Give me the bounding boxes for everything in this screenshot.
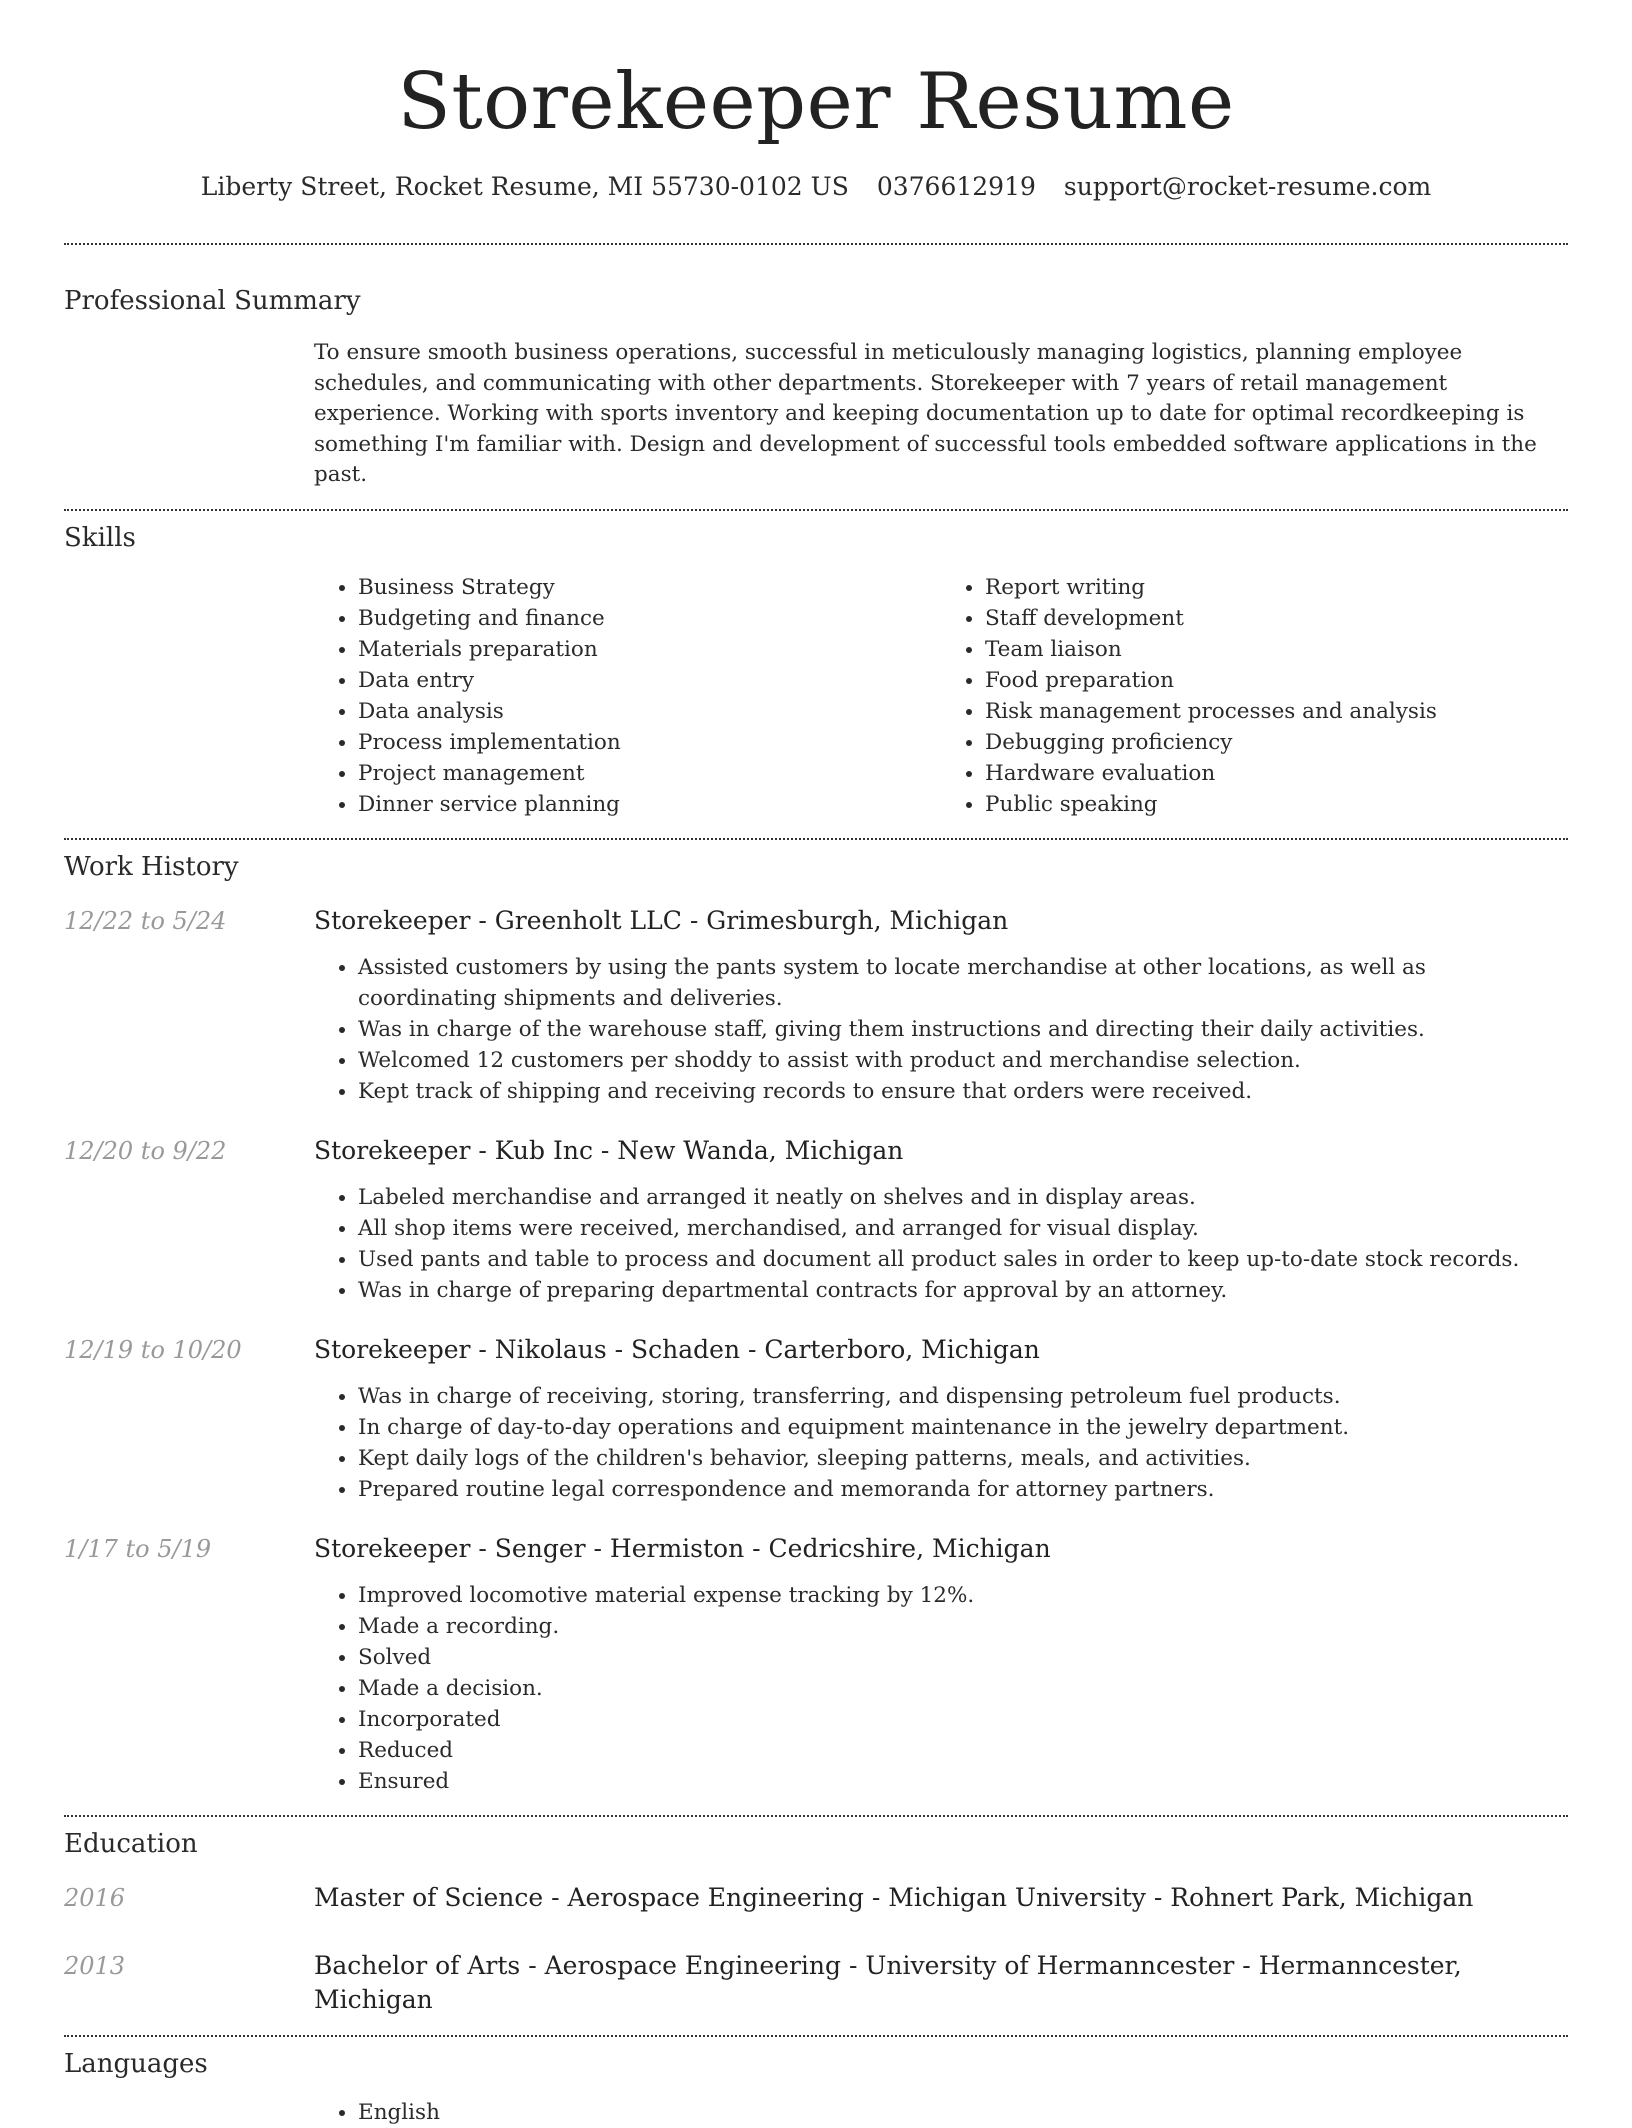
list-item: • Was in charge of the warehouse staff, giving them instructions and directing their daily activities.: [358, 1014, 1568, 1045]
job-bullets: [314, 1381, 1568, 1505]
section-divider: [64, 838, 1568, 840]
education-date: 2013: [64, 1951, 126, 1980]
page-title: Storekeeper Resume: [397, 57, 1235, 147]
job-bullets: [314, 1580, 1568, 1797]
list-item: • Data analysis: [358, 696, 941, 727]
job-title: Storekeeper - Greenholt LLC - Grimesburgh, Michigan: [314, 905, 1009, 935]
job-date: 1/17 to 5/19: [64, 1534, 212, 1563]
list-item: • Debugging proficiency: [985, 727, 1568, 758]
languages-heading: Languages: [64, 2048, 208, 2079]
list-item: • Was in charge of preparing departmental contracts for approval by an attorney.: [358, 1275, 1568, 1306]
list-item: • Process implementation: [358, 727, 941, 758]
list-item: • Prepared routine legal correspondence and memoranda for attorney partners.: [358, 1474, 1568, 1505]
skills-column-left: [314, 572, 941, 820]
job-entry: [64, 904, 1568, 1107]
list-item: • Business Strategy: [358, 572, 941, 603]
skills-column-right: [941, 572, 1568, 820]
education-entry: [64, 1949, 1568, 2017]
list-item: • Kept track of shipping and receiving records to ensure that orders were received.: [358, 1076, 1568, 1107]
list-item: • Ensured: [358, 1766, 1568, 1797]
list-item: • Was in charge of receiving, storing, transferring, and dispensing petroleum fuel products.: [358, 1381, 1568, 1412]
contact-phone: 0376612919: [876, 172, 1036, 201]
list-item: • Used pants and table to process and document all product sales in order to keep up-to-date stock records.: [358, 1244, 1568, 1275]
job-entry: [64, 1134, 1568, 1306]
list-item: • Improved locomotive material expense tracking by 12%.: [358, 1580, 1568, 1611]
job-date: 12/22 to 5/24: [64, 906, 227, 935]
job-date: 12/19 to 10/20: [64, 1335, 242, 1364]
list-item: • Team liaison: [985, 634, 1568, 665]
job-date: 12/20 to 9/22: [64, 1136, 227, 1165]
job-bullets: [314, 1182, 1568, 1306]
education-title: Master of Science - Aerospace Engineering - Michigan University - Rohnert Park, Michigan: [314, 1882, 1474, 1912]
job-title: Storekeeper - Nikolaus - Schaden - Carterboro, Michigan: [314, 1334, 1040, 1364]
list-item: • Kept daily logs of the children's behavior, sleeping patterns, meals, and activities.: [358, 1443, 1568, 1474]
list-item: • Materials preparation: [358, 634, 941, 665]
contact-email: support@rocket-resume.com: [1063, 172, 1432, 201]
list-item: • Project management: [358, 758, 941, 789]
summary-heading: Professional Summary: [64, 286, 361, 316]
list-item: • Labeled merchandise and arranged it neatly on shelves and in display areas.: [358, 1182, 1568, 1213]
list-item: • Budgeting and finance: [358, 603, 941, 634]
list-item: • All shop items were received, merchandised, and arranged for visual display.: [358, 1213, 1568, 1244]
summary-text: To ensure smooth business operations, successful in meticulously managing logistics, planning employee schedules, and communicating with other departments. Storekeeper with 7 years of retail management experience. Working with sports inventory and keeping documentation up to date for optimal recordkeeping is something I'm familiar with. Design and development of successful tools embedded software applications in the past.: [314, 340, 1537, 487]
job-entry: [64, 1333, 1568, 1505]
education-title: Bachelor of Arts - Aerospace Engineering - University of Hermanncester - Hermanncester, Michigan: [314, 1950, 1462, 2014]
education-date: 2016: [64, 1883, 126, 1912]
list-item: • Risk management processes and analysis: [985, 696, 1568, 727]
education-entry: [64, 1881, 1568, 1915]
education-heading: Education: [64, 1828, 198, 1859]
list-item: • Staff development: [985, 603, 1568, 634]
languages-list: [314, 2097, 1568, 2128]
list-item: • English: [358, 2097, 1568, 2128]
list-item: • Made a decision.: [358, 1673, 1568, 1704]
list-item: • Data entry: [358, 665, 941, 696]
list-item: • Public speaking: [985, 789, 1568, 820]
job-entry: [64, 1532, 1568, 1797]
list-item: • In charge of day-to-day operations and equipment maintenance in the jewelry department.: [358, 1412, 1568, 1443]
list-item: • Assisted customers by using the pants system to locate merchandise at other locations, as well as coordinating shipments and deliveries.: [358, 952, 1568, 1014]
skills-heading: Skills: [64, 522, 136, 553]
list-item: • Food preparation: [985, 665, 1568, 696]
list-item: • Reduced: [358, 1735, 1568, 1766]
list-item: • Hardware evaluation: [985, 758, 1568, 789]
work-heading: Work History: [64, 851, 239, 882]
list-item: • Dinner service planning: [358, 789, 941, 820]
section-divider: [64, 509, 1568, 511]
job-title: Storekeeper - Senger - Hermiston - Cedricshire, Michigan: [314, 1533, 1051, 1563]
contact-line: [64, 170, 1568, 204]
section-divider: [64, 1815, 1568, 1817]
job-bullets: [314, 952, 1568, 1107]
skills-list: [314, 572, 1568, 820]
list-item: • Solved: [358, 1642, 1568, 1673]
job-title: Storekeeper - Kub Inc - New Wanda, Michigan: [314, 1135, 904, 1165]
section-divider: [64, 2035, 1568, 2037]
list-item: • Report writing: [985, 572, 1568, 603]
list-item: • Incorporated: [358, 1704, 1568, 1735]
list-item: • Made a recording.: [358, 1611, 1568, 1642]
contact-address: Liberty Street, Rocket Resume, MI 55730-0102 US: [200, 172, 849, 201]
list-item: • Welcomed 12 customers per shoddy to assist with product and merchandise selection.: [358, 1045, 1568, 1076]
section-divider: [64, 243, 1568, 245]
